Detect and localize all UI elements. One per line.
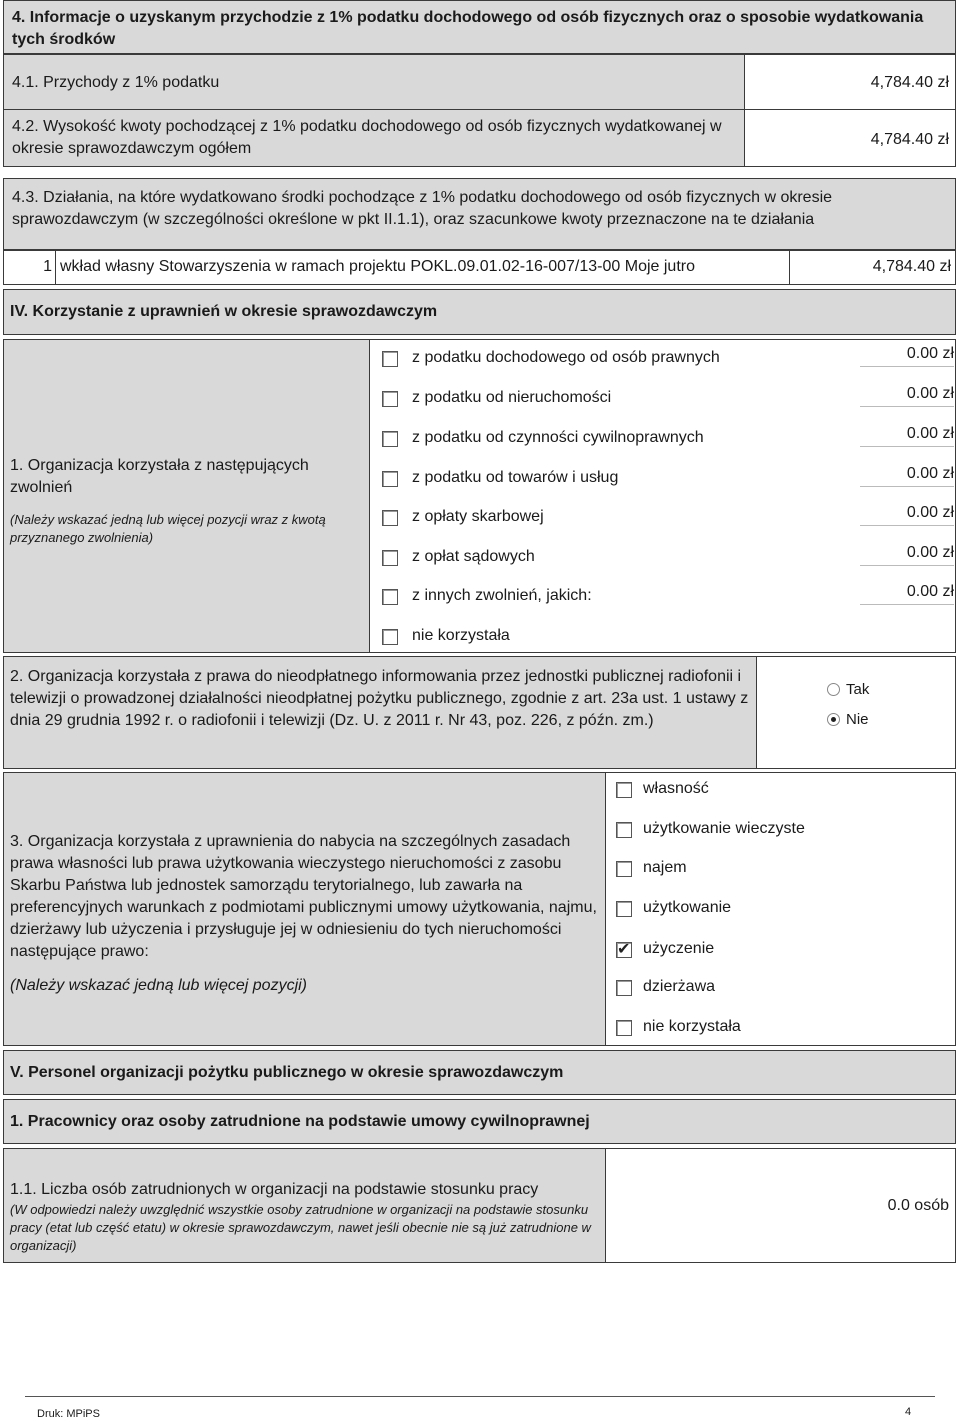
exemption-label: nie korzystała [412,627,510,644]
q3-note: (Należy wskazać jedną lub więcej pozycji) [10,977,308,994]
q2-text: 2. Organizacja korzystała z prawa do nieodpłatnego informowania przez jednostki publicznej radiofonii i telewizji o prowadzonej działalności nieodpłatnej pożytku publicznego, zgodnie z art. 23a ust. 1 ustawy z dnia 29 grudnia 1992 r. o radiofonii i telewizji (Dz. U. z 2011 r. Nr 43, poz. 226, z późn. zm.) [10,668,749,729]
right-checkbox[interactable] [616,782,632,798]
exemption-amount[interactable]: 0.00 zł [860,421,954,447]
radio-tak-circle[interactable] [827,683,840,696]
row-4-1-label: 4.1. Przychody z 1% podatku [12,74,220,91]
right-label: nie korzystała [643,1018,741,1035]
q11-value-cell [605,1148,956,1263]
q11-value: 0.0 osób [887,1197,949,1214]
row-4-3-cell [3,178,956,250]
row-4-1-value-cell [744,54,956,110]
exemption-amount[interactable]: 0.00 zł [860,540,954,566]
right-label: najem [643,859,687,876]
section-4-title: 4. Informacje o uzyskanym przychodzie z 1% podatku dochodowego od osób fizycznych oraz o sposobie wydatkowania tych środków [12,9,924,48]
exemption-checkbox[interactable] [382,629,398,645]
exemption-label: z opłat sądowych [412,548,535,565]
row-4-2-value: 4,784.40 zł [870,131,949,148]
section-v1-heading [3,1099,956,1144]
exemption-label: z opłaty skarbowej [412,508,544,525]
footer-print-label: Druk: MPiPS [37,1408,100,1420]
q1-note: (Należy wskazać jedną lub więcej pozycji wraz z kwotą przyznanego zwolnienia) [10,512,326,545]
row-4-3-text: 4.3. Działania, na które wydatkowano środki pochodzące z 1% podatku dochodowego od osób fizycznych w okresie sprawozdawczym (w szczególności określone w pkt II.1.1), oraz szacunkowe kwoty przeznaczone na te działania [12,189,833,228]
q11-note: (W odpowiedzi należy uwzględnić wszystkie osoby zatrudnione w organizacji na podstawie stosunku pracy (etat lub część etatu) w okresie sprawozdawczym, nawet jeśli obecnie nie są już zatrudnione w organizacji) [10,1202,591,1253]
section-v-title: V. Personel organizacji pożytku publicznego w okresie sprawozdawczym [10,1064,564,1081]
exemption-amount[interactable]: 0.00 zł [860,579,954,605]
right-label: użytkowanie wieczyste [643,820,805,837]
exemption-label: z podatku dochodowego od osób prawnych [412,349,720,366]
exemption-checkbox[interactable] [382,589,398,605]
radio-nie-circle[interactable] [827,713,840,726]
right-checkbox[interactable] [616,1020,632,1036]
activity-number: 1 [43,258,52,275]
exemption-amount[interactable]: 0.00 zł [860,500,954,526]
right-label: użyczenie [643,940,715,957]
exemption-checkbox[interactable] [382,391,398,407]
radio-nie-label: Nie [846,711,869,728]
row-4-1-label-cell [3,54,745,110]
radio-tak[interactable] [825,680,885,700]
exemption-amount[interactable]: 0.00 zł [860,381,954,407]
q3-text: 3. Organizacja korzystała z uprawnienia do nabycia na szczególnych zasadach prawa własności lub prawa użytkowania wieczystego nieruchomości z zasobu Skarbu Państwa lub jednostek samorządu terytorialnego, lub zawarła na preferencyjnych warunkach z podmiotami publicznymi umowy użytkowania, najmu, dzierżawy lub użyczenia i przysługuje jej w odniesieniu do tych nieruchomości następujące prawo: [10,833,597,960]
exemption-label: z podatku od czynności cywilnoprawnych [412,429,704,446]
section-4-heading [3,0,956,54]
section-v1-title: 1. Pracownicy oraz osoby zatrudnione na podstawie umowy cywilnoprawnej [10,1113,590,1130]
exemption-label: z podatku od nieruchomości [412,389,612,406]
q1-text: 1. Organizacja korzystała z następujących zwolnień [10,457,309,496]
q11-cell [3,1148,606,1263]
activity-value: 4,784.40 zł [872,258,951,275]
right-label: użytkowanie [643,899,732,916]
row-4-2-label-cell [3,109,745,167]
section-iv-heading [3,289,956,335]
exemption-checkbox[interactable] [382,471,398,487]
footer-page-number: 4 [905,1406,912,1418]
exemption-checkbox[interactable] [382,431,398,447]
q2-cell [3,656,757,769]
right-checkbox[interactable] [616,942,632,958]
q1-cell [3,339,370,653]
activity-label: wkład własny Stowarzyszenia w ramach projektu POKL.09.01.02-16-007/13-00 Moje jutro [60,258,695,275]
radio-nie[interactable] [825,710,885,730]
right-checkbox[interactable] [616,980,632,996]
section-iv-title: IV. Korzystanie z uprawnień w okresie sprawozdawczym [10,303,438,320]
radio-tak-label: Tak [846,681,870,698]
exemption-checkbox[interactable] [382,510,398,526]
footer-line [25,1396,935,1397]
exemption-label: z innych zwolnień, jakich: [412,587,592,604]
right-checkbox[interactable] [616,901,632,917]
exemption-amount[interactable]: 0.00 zł [860,461,954,487]
exemption-amount[interactable]: 0.00 zł [860,341,954,367]
right-checkbox[interactable] [616,822,632,838]
activity-divider [55,250,56,285]
exemption-label: z podatku od towarów i usług [412,469,619,486]
exemption-checkbox[interactable] [382,351,398,367]
activity-divider-2 [789,250,790,285]
q11-text: 1.1. Liczba osób zatrudnionych w organizacji na podstawie stosunku pracy [10,1181,539,1198]
exemption-checkbox[interactable] [382,550,398,566]
right-label: dzierżawa [643,978,716,995]
row-4-2-label: 4.2. Wysokość kwoty pochodzącej z 1% podatku dochodowego od osób fizycznych wydatkowanej w okresie sprawozdawczym ogółem [12,118,722,157]
row-4-1-value: 4,784.40 zł [870,74,949,91]
row-4-2-value-cell [744,109,956,167]
right-checkbox[interactable] [616,861,632,877]
right-label: własność [643,780,709,797]
section-v-heading [3,1050,956,1095]
q3-cell [3,772,606,1046]
